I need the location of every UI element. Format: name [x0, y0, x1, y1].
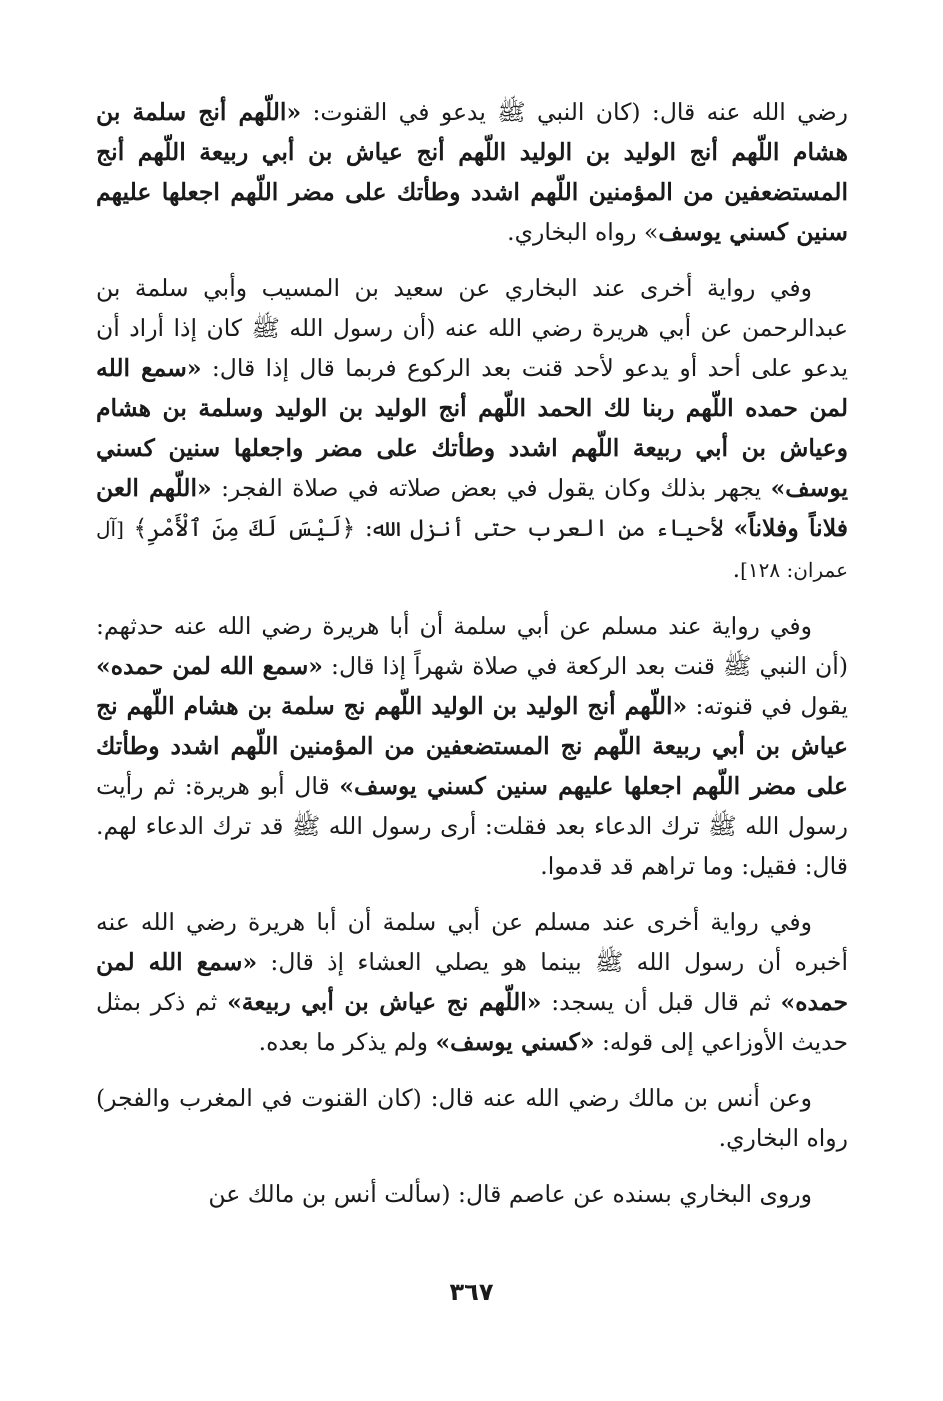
paragraph-text: يقول في قنوته: [687, 692, 848, 720]
paragraph [96, 606, 848, 886]
paragraph [96, 268, 848, 590]
paragraph-text: وفي رواية عند مسلم عن أبي سلمة أن أبا هريرة رضي الله عنه حدثهم: (أن النبي ﷺ قنت بعد الركعة في صلاة شهراً إذا قال: [96, 612, 849, 680]
paragraph-text: وفي رواية أخرى عند البخاري عن سعيد بن المسيب وأبي سلمة بن عبدالرحمن عن أبي هريرة رضي الله عنه (أن رسول الله ﷺ كان إذا أراد أن يدعو على أحد أو يدعو لأحد قنت بعد الركوع فربما قال إذا قال: [96, 274, 848, 382]
paragraph-text: رضي الله عنه قال: (كان النبي ﷺ يدعو في القنوت: [301, 98, 848, 126]
quoted-supplication: «سمع الله لمن حمده» [96, 948, 848, 1016]
paragraph-text: ثم قال قبل أن يسجد: [541, 988, 781, 1016]
verse-reference: [آل عمران: ١٢٨] [96, 517, 848, 582]
quoted-supplication: «اللّهم نج عياش بن أبي ربيعة» [227, 988, 542, 1016]
paragraph [96, 1078, 848, 1158]
paragraph-text: يجهر بذلك وكان يقول في بعض صلاته في صلاة الفجر: [211, 474, 771, 502]
quoted-supplication: «سمع الله لمن حمده اللّهم ربنا لك الحمد اللّهم أنج الوليد بن الوليد وسلمة بن هشام وعياش بن أبي ربيعة اللّهم اشدد وطأتك على مضر واجعلها سنين كسني يوسف» [96, 354, 848, 502]
quoted-supplication: «اللّهم العن فلاناً وفلاناً» [96, 474, 848, 542]
page-number: ٣٦٧ [449, 1278, 494, 1306]
page-body [96, 92, 848, 1230]
quoted-supplication: «اللّهم أنج الوليد بن الوليد اللّهم نج سلمة بن هشام اللّهم نج عياش بن أبي ربيعة اللّهم نج المستضعفين من المؤمنين اللّهم اشدد وطأتك على مضر اللّهم اجعلها عليهم سنين كسني يوسف» [96, 692, 848, 800]
paragraph-text: وعن أنس بن مالك رضي الله عنه قال: (كان القنوت في المغرب والفجر) رواه البخاري. [96, 1084, 848, 1152]
paragraph [96, 92, 848, 252]
paragraph-text: » رواه البخاري. [507, 218, 659, 246]
quoted-supplication: «كسني يوسف» [435, 1028, 595, 1056]
quran-verse: لأحياء من العرب حتى أنزل الله: ﴿لَيْسَ لَكَ مِنَ ٱلْأَمْرِ﴾ [123, 514, 734, 542]
paragraph [96, 1174, 848, 1214]
quoted-supplication: «سمع الله لمن حمده» [96, 652, 323, 680]
paragraph-text: . [732, 555, 741, 583]
paragraph-text: ثم ذكر بمثل حديث الأوزاعي إلى قوله: [96, 988, 848, 1056]
paragraph-text: وروى البخاري بسنده عن عاصم قال: (سألت أنس بن مالك عن [208, 1180, 812, 1208]
paragraph-text: وفي رواية أخرى عند مسلم عن أبي سلمة أن أبا هريرة رضي الله عنه أخبره أن رسول الله ﷺ بينما هو يصلي العشاء إذ قال: [96, 908, 848, 976]
paragraph-text: قال أبو هريرة: ثم رأيت رسول الله ﷺ ترك الدعاء بعد فقلت: أرى رسول الله ﷺ قد ترك الدعاء لهم. قال: فقيل: وما تراهم قد قدموا. [96, 772, 848, 880]
paragraph [96, 902, 848, 1062]
quoted-supplication: «اللّهم أنج سلمة بن هشام اللّهم أنج الوليد بن الوليد اللّهم أنج عياش بن أبي ربيعة اللّهم أنج المستضعفين من المؤمنين اللّهم اشدد وطأتك على مضر اللّهم اجعلها عليهم سنين كسني يوسف [96, 98, 848, 246]
paragraph-text: ولم يذكر ما بعده. [258, 1028, 436, 1056]
